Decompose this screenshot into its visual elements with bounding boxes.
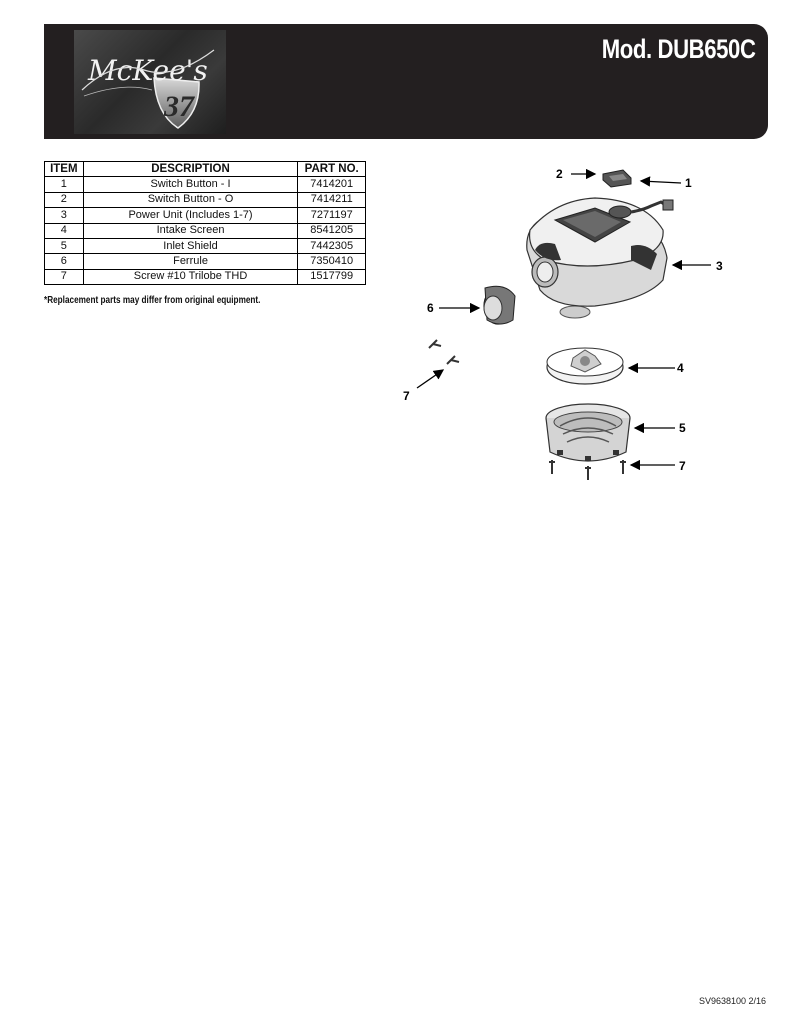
item-part-no: 7414211 xyxy=(298,192,366,207)
switch-button-part xyxy=(603,170,631,187)
table-row xyxy=(45,254,366,269)
table-row xyxy=(45,269,366,284)
callout-7-left: 7 xyxy=(403,389,410,403)
table-row xyxy=(45,238,366,253)
item-description: Switch Button - O xyxy=(83,192,298,207)
header-part-no: PART NO. xyxy=(298,162,366,177)
item-part-no: 8541205 xyxy=(298,223,366,238)
brand-logo xyxy=(74,30,226,134)
item-description: Switch Button - I xyxy=(83,177,298,192)
item-description: Intake Screen xyxy=(83,223,298,238)
parts-table xyxy=(44,161,366,285)
screw-left-part xyxy=(429,340,459,364)
exploded-parts-diagram xyxy=(395,160,725,500)
replacement-note: *Replacement parts may differ from original equipment. xyxy=(44,295,261,306)
item-part-no: 7350410 xyxy=(298,254,366,269)
item-part-no: 7271197 xyxy=(298,208,366,223)
table-row xyxy=(45,208,366,223)
item-description: Power Unit (Includes 1-7) xyxy=(83,208,298,223)
power-unit-part xyxy=(527,198,673,318)
item-part-no: 1517799 xyxy=(298,269,366,284)
intake-screen-part xyxy=(547,348,623,384)
item-number: 2 xyxy=(45,192,84,207)
item-description: Ferrule xyxy=(83,254,298,269)
callout-7-bottom: 7 xyxy=(679,459,686,473)
item-number: 7 xyxy=(45,269,84,284)
item-number: 5 xyxy=(45,238,84,253)
item-number: 1 xyxy=(45,177,84,192)
inlet-shield-part xyxy=(546,404,630,461)
svg-text:37: 37 xyxy=(164,90,194,123)
callout-3: 3 xyxy=(716,259,723,273)
arrow-1 xyxy=(641,181,681,183)
item-part-no: 7414201 xyxy=(298,177,366,192)
table-row xyxy=(45,223,366,238)
arrow-7-left xyxy=(417,370,443,388)
ferrule-part xyxy=(484,286,515,324)
brand-logo-graphic xyxy=(74,30,226,134)
item-number: 4 xyxy=(45,223,84,238)
svg-text:McKee's: McKee's xyxy=(88,54,208,87)
header-description: DESCRIPTION xyxy=(83,162,298,177)
callout-5: 5 xyxy=(679,421,686,435)
callout-2: 2 xyxy=(556,167,563,181)
header-item: ITEM xyxy=(45,162,84,177)
screw-bottom-part xyxy=(549,460,626,480)
item-part-no: 7442305 xyxy=(298,238,366,253)
item-description: Inlet Shield xyxy=(83,238,298,253)
callout-1: 1 xyxy=(685,176,692,190)
document-code: SV9638100 2/16 xyxy=(698,996,766,1006)
table-row xyxy=(45,192,366,207)
parts-table-header-row xyxy=(45,162,366,177)
callout-6: 6 xyxy=(427,301,434,315)
header-banner xyxy=(44,24,768,139)
item-number: 6 xyxy=(45,254,84,269)
table-row xyxy=(45,177,366,192)
item-number: 3 xyxy=(45,208,84,223)
item-description: Screw #10 Trilobe THD xyxy=(83,269,298,284)
callout-4: 4 xyxy=(677,361,684,375)
model-title: Mod. DUB650C xyxy=(602,34,756,64)
